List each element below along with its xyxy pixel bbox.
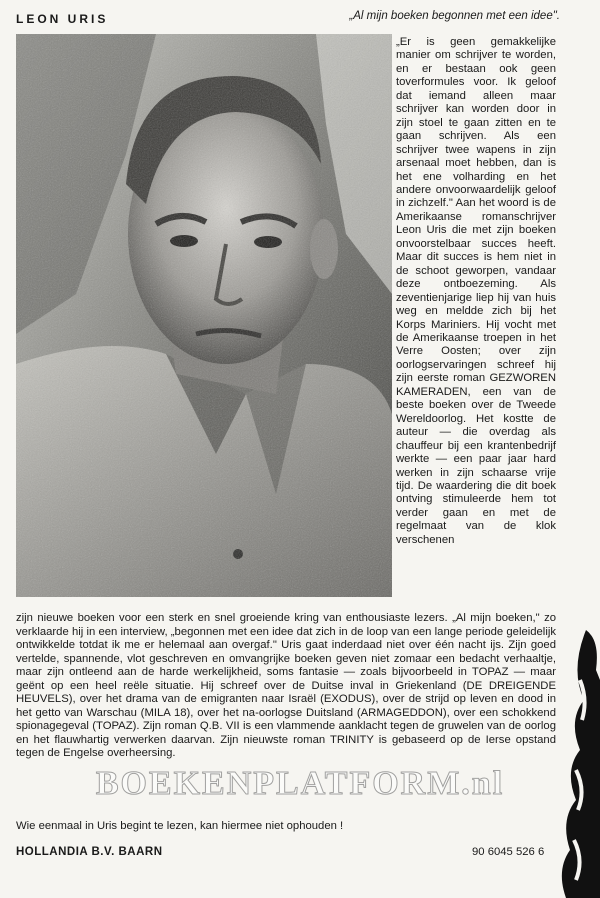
closing-line: Wie eenmaal in Uris begint te lezen, kan hiermee niet ophouden ! xyxy=(16,820,344,832)
edge-decoration xyxy=(556,620,600,898)
header-quote: „Al mijn boeken begonnen met een idee". xyxy=(349,10,560,22)
publisher-name: HOLLANDIA B.V. BAARN xyxy=(16,846,163,858)
watermark-text: BOEKENPLATFORM.nl xyxy=(95,765,505,802)
article-column-text: „Er is geen gemakkelijke manier om schrijver te worden, en er bestaan ook geen toverformules voor. Ik geloof dat iemand alleen maar schrijver kan worden door in zijn stoel te gaan zitten en te gaan schrijven. Als een schrijver twee wapens in zijn arsenaal moet hebben, dan is het ene volharding en het andere onvoorwaardelijk geloof in zichzelf." Aan het woord is de Amerikaanse romanschrijver Leon Uris die met zijn boeken onvoorstelbaar succes heeft. Maar dit succes is hem niet in de schoot geworpen, vandaar deze ontboezeming. Als zeventienjarige liep hij van huis weg en meldde zich bij het Korps Mariniers. Hij vocht met de Amerikaanse troepen in het Verre Oosten; over zijn oorlogservaringen schreef hij zijn eerste roman GEZWOREN KAMERADEN, een van de beste boeken over de Tweede Wereldoorlog. Het kostte de auteur — die overdag als chauffeur bij een krantenbedrijf werkte — een paar jaar hard werken in zijn schaarse vrije tijd. De waardering die dit boek ontving stimuleerde hem tot verder gaan en met de regelmaat van de klok verschenen xyxy=(396,36,556,546)
article-body-text: zijn nieuwe boeken voor een sterk en snel groeiende kring van enthousiaste lezers. „Al mijn boeken," zo verklaarde hij in een interview, „begonnen met een idee dat zich in de loop van een lange periode geleidelijk ontwikkelde totdat ik me er helemaal aan overgaf." Uris gaat inderdaad niet over één nacht ijs. Zijn goed vertelde, spannende, vlot geschreven en omvangrijke boeken geven niet zomaar een bedacht verhaaltje, maar zijn ontleend aan de harde werkelijkheid, soms fantasie — zoals bijvoorbeeld in TOPAZ — maar geënt op een heel reële situatie. Hij schreef over de Duitse inval in Griekenland (DE DREIGENDE HEUVELS), over het drama van de emigranten naar Israël (EXODUS), over de strijd op leven en dood in het getto van Warschau (MILA 18), over het na-oorlogse Duitsland (ARMAGEDDON), over een schokkend spionagegeval (TOPAZ). Zijn roman Q.B. VII is een vlammende aanklacht tegen de gruwelen van de oorlog en het flauwhartig verwerken daarvan. Zijn nieuwste roman TRINITY is gebaseerd op de Ierse opstand tegen de Engelse overheersing. xyxy=(16,612,556,759)
isbn-number: 90 6045 526 6 xyxy=(472,846,545,858)
author-portrait-photo xyxy=(16,34,392,597)
watermark-logo xyxy=(0,758,600,808)
header-author: LEON URIS xyxy=(16,12,109,26)
